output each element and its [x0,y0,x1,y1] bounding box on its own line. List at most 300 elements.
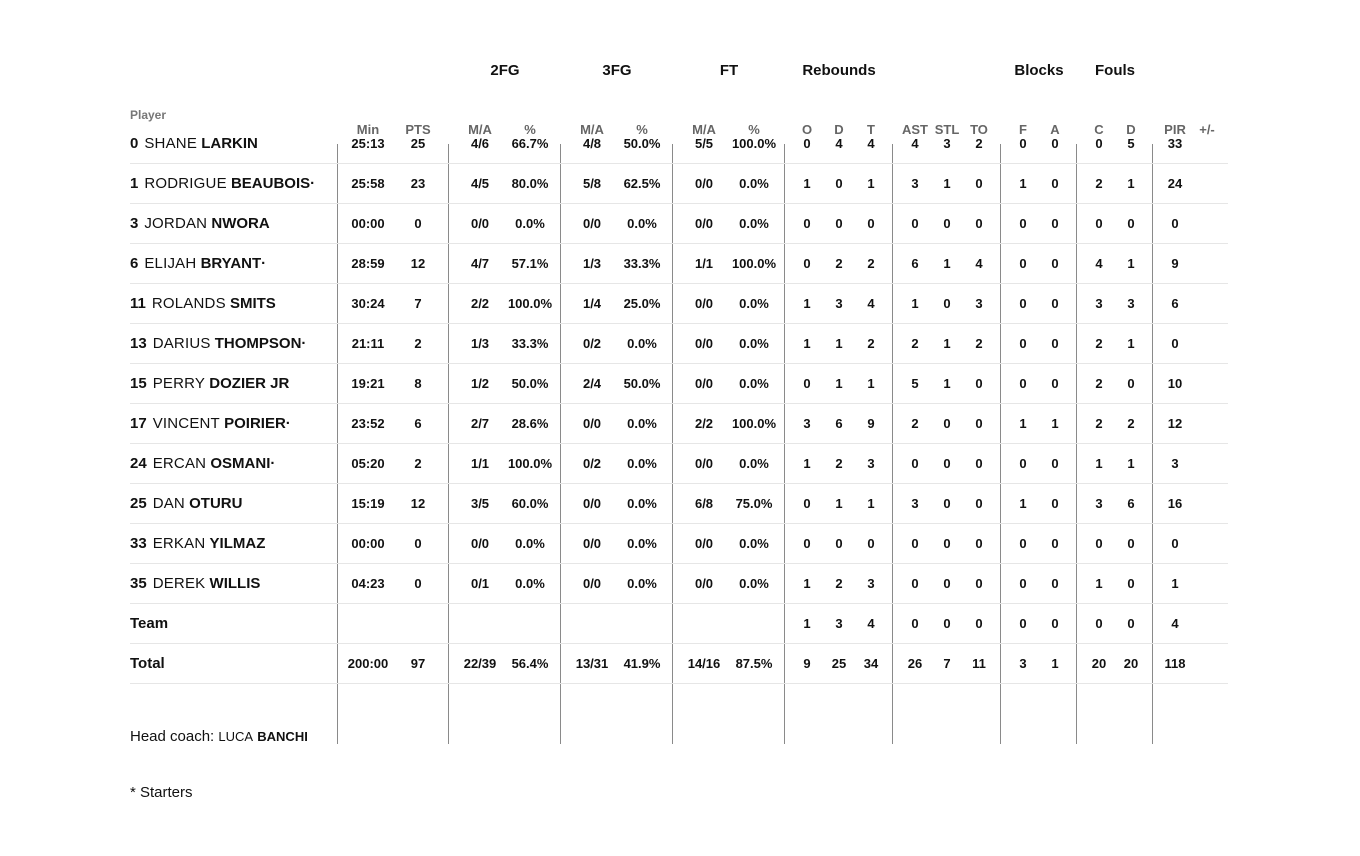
stat-reb-t: 4 [867,136,875,151]
stat-stl: 1 [943,176,951,191]
stat-fg2-pct: 66.7% [511,136,549,151]
stat-pir: 16 [1167,496,1183,511]
stat-fg3-pct: 0.0% [627,456,657,471]
player-name-cell[interactable] [130,215,270,232]
stat-foul-d: 6 [1127,496,1135,511]
stat-reb-d: 3 [835,616,843,631]
column-header-fg3-pct[interactable]: % [636,122,648,137]
column-header-fg3-ma[interactable]: M/A [580,122,604,137]
stat-stl: 3 [943,136,951,151]
player-name-cell[interactable] [130,135,258,152]
stat-fg2-ma: 4/6 [470,136,490,151]
stat-fg2-pct: 0.0% [515,536,545,551]
stat-reb-o: 1 [803,576,811,591]
stat-fg3-pct: 25.0% [623,296,661,311]
stat-fg3-pct: 0.0% [627,416,657,431]
stat-fg2-ma: 3/5 [470,496,490,511]
total-row-label: Total [130,655,165,672]
stat-ft-pct: 0.0% [739,576,769,591]
group-header-fg3: 3FG [602,62,632,79]
stat-pir: 33 [1167,136,1183,151]
player-last-name: WILLIS [209,575,261,592]
stat-reb-o: 0 [803,536,811,551]
stat-fg2-ma: 0/1 [470,576,490,591]
stat-fg2-pct: 0.0% [515,576,545,591]
player-first-name: ERCAN [152,455,207,472]
stat-to: 2 [975,136,983,151]
stat-min: 30:24 [351,296,385,311]
stat-stl: 0 [943,216,951,231]
stat-blk-a: 0 [1051,256,1059,271]
stat-pts: 0 [414,536,422,551]
stat-foul-d: 1 [1127,256,1135,271]
stat-fg2-pct: 56.4% [511,656,549,671]
player-name-cell[interactable] [130,495,242,512]
stat-to: 4 [975,256,983,271]
player-number: 24 [130,455,147,472]
player-first-name: ERKAN [152,535,206,552]
stat-min: 00:00 [351,216,385,231]
stat-blk-f: 1 [1019,496,1027,511]
player-row [130,564,1228,604]
player-first-name: DARIUS [152,335,211,352]
stat-ft-ma: 14/16 [687,656,721,671]
stat-ast: 26 [907,656,923,671]
stat-ft-pct: 0.0% [739,376,769,391]
stat-foul-d: 1 [1127,176,1135,191]
stat-foul-d: 20 [1123,656,1139,671]
stat-foul-c: 2 [1095,416,1103,431]
stat-pts: 0 [414,576,422,591]
stat-to: 0 [975,416,983,431]
stat-ft-ma: 1/1 [694,256,714,271]
stat-ft-pct: 100.0% [731,136,777,151]
stat-reb-o: 1 [803,296,811,311]
player-number: 15 [130,375,147,392]
player-row [130,284,1228,324]
stat-reb-d: 6 [835,416,843,431]
stat-foul-c: 4 [1095,256,1103,271]
stat-fg2-pct: 60.0% [511,496,549,511]
player-number: 11 [130,295,146,312]
stat-blk-a: 0 [1051,376,1059,391]
stat-foul-c: 1 [1095,576,1103,591]
stat-reb-o: 9 [803,656,811,671]
stat-ft-pct: 0.0% [739,456,769,471]
player-column-header: Player [130,108,167,122]
stat-fg2-ma: 0/0 [470,536,490,551]
stat-stl: 7 [943,656,951,671]
column-header-reb-t[interactable]: T [867,122,875,137]
stat-to: 11 [972,656,986,671]
player-number: 6 [130,255,139,272]
stat-foul-d: 0 [1127,216,1135,231]
stat-fg2-pct: 28.6% [511,416,549,431]
stat-blk-a: 0 [1051,536,1059,551]
stat-pts: 2 [414,456,422,471]
stat-to: 2 [975,336,983,351]
stat-min: 04:23 [351,576,385,591]
player-last-name: YILMAZ [209,535,266,552]
player-first-name: VINCENT [152,415,220,432]
stat-stl: 0 [943,496,951,511]
stat-reb-o: 1 [803,176,811,191]
stat-reb-t: 3 [867,576,875,591]
stat-fg2-pct: 57.1% [511,256,549,271]
player-name-cell[interactable] [130,535,265,552]
stat-to: 3 [975,296,983,311]
stat-ft-ma: 5/5 [694,136,714,151]
stat-reb-t: 1 [867,176,875,191]
column-header-reb-d[interactable]: D [834,122,844,137]
stat-min: 05:20 [351,456,385,471]
stat-stl: 0 [943,616,951,631]
stat-fg2-ma: 2/7 [470,416,490,431]
group-header-fg2: 2FG [490,62,520,79]
head-coach-last-name: BANCHI [257,729,308,744]
stat-ast: 5 [911,376,919,391]
player-name-cell[interactable] [130,335,306,352]
player-first-name: DAN [152,495,185,512]
stat-ft-ma: 0/0 [694,296,714,311]
stat-fg3-pct: 0.0% [627,336,657,351]
stat-fg3-ma: 0/2 [582,456,602,471]
stat-foul-c: 0 [1095,536,1103,551]
stat-fg3-ma: 13/31 [575,656,609,671]
stat-fg3-ma: 0/0 [582,416,602,431]
stat-ft-ma: 6/8 [694,496,714,511]
stat-min: 25:58 [351,176,385,191]
column-header-ast[interactable]: AST [902,122,928,137]
stat-to: 0 [975,216,983,231]
stat-reb-d: 0 [835,216,843,231]
stat-ft-pct: 100.0% [731,256,777,271]
stat-fg3-pct: 62.5% [623,176,661,191]
stat-min: 200:00 [347,656,389,671]
player-row [130,124,1228,164]
player-row [130,524,1228,564]
stat-pir: 0 [1171,216,1179,231]
stat-reb-d: 1 [835,336,843,351]
stat-reb-o: 1 [803,336,811,351]
column-header-fg2-ma[interactable]: M/A [468,122,492,137]
stat-fg3-pct: 0.0% [627,496,657,511]
stat-fg3-ma: 5/8 [582,176,602,191]
column-header-plusminus[interactable]: +/- [1199,122,1215,137]
head-coach [130,728,308,745]
column-header-pts[interactable]: PTS [405,122,431,137]
stat-pts: 12 [410,496,426,511]
stat-pts: 0 [414,216,422,231]
stat-blk-f: 0 [1019,336,1027,351]
stat-reb-d: 3 [835,296,843,311]
column-header-stl[interactable]: STL [934,122,960,137]
stat-ft-pct: 0.0% [739,176,769,191]
player-row [130,244,1228,284]
stat-blk-f: 0 [1019,296,1027,311]
stat-blk-f: 0 [1019,256,1027,271]
stat-pir: 9 [1171,256,1179,271]
player-row [130,324,1228,364]
stat-pts: 23 [410,176,426,191]
player-first-name: ROLANDS [151,295,226,312]
stat-fg3-ma: 0/0 [582,496,602,511]
stat-ft-ma: 0/0 [694,576,714,591]
stat-ast: 0 [911,536,919,551]
stat-pir: 3 [1171,456,1179,471]
player-name-cell[interactable] [130,175,315,192]
stat-reb-o: 0 [803,136,811,151]
stat-reb-d: 2 [835,576,843,591]
team-row [130,604,1228,644]
stat-foul-d: 1 [1127,456,1135,471]
column-header-blk-f[interactable]: F [1019,122,1027,137]
stat-ft-pct: 100.0% [731,416,777,431]
column-header-reb-o[interactable]: O [801,122,813,137]
stat-pir: 4 [1171,616,1179,631]
player-name-cell[interactable] [130,255,266,272]
stat-foul-c: 0 [1095,616,1103,631]
stat-pir: 0 [1171,536,1179,551]
stat-reb-t: 0 [867,536,875,551]
stat-to: 0 [975,496,983,511]
stat-ast: 2 [911,336,919,351]
stat-min: 00:00 [351,536,385,551]
stat-ft-ma: 0/0 [694,456,714,471]
stat-min: 25:13 [351,136,385,151]
head-coach-first-name: LUCA [218,729,254,744]
stat-reb-o: 0 [803,376,811,391]
stat-fg3-ma: 1/3 [582,256,602,271]
stat-reb-d: 25 [831,656,847,671]
stat-to: 0 [975,536,983,551]
column-header-ft-ma[interactable]: M/A [692,122,716,137]
stat-foul-d: 3 [1127,296,1135,311]
player-number: 33 [130,535,147,552]
stat-reb-t: 4 [867,296,875,311]
stat-reb-o: 0 [803,496,811,511]
stat-blk-a: 0 [1051,336,1059,351]
player-last-name: POIRIER· [224,415,291,432]
stat-blk-f: 0 [1019,216,1027,231]
player-number: 17 [130,415,147,432]
stat-fg2-pct: 80.0% [511,176,549,191]
stat-ast: 6 [911,256,919,271]
group-header-blocks: Blocks [1014,62,1064,79]
stat-pts: 25 [410,136,426,151]
stat-pts: 12 [410,256,426,271]
column-header-blk-a[interactable]: A [1050,122,1060,137]
column-header-min[interactable]: Min [356,122,380,137]
stat-foul-c: 3 [1095,296,1103,311]
stat-foul-c: 20 [1091,656,1107,671]
stat-reb-t: 0 [867,216,875,231]
stat-blk-f: 0 [1019,536,1027,551]
stat-blk-a: 0 [1051,496,1059,511]
stat-fg3-pct: 0.0% [627,216,657,231]
stat-foul-c: 2 [1095,176,1103,191]
player-name-cell[interactable] [130,455,275,472]
stat-ft-ma: 0/0 [694,536,714,551]
player-rows [130,124,1228,684]
stat-fg3-pct: 50.0% [623,376,661,391]
stat-pts: 8 [414,376,422,391]
player-row [130,444,1228,484]
stat-min: 21:11 [351,336,385,351]
player-last-name: LARKIN [201,135,258,152]
stat-foul-d: 1 [1127,336,1135,351]
stat-reb-t: 9 [867,416,875,431]
player-first-name: SHANE [144,135,198,152]
stat-blk-a: 1 [1051,656,1059,671]
stat-ft-pct: 0.0% [739,336,769,351]
stat-fg3-ma: 0/2 [582,336,602,351]
stat-fg2-pct: 33.3% [511,336,549,351]
stat-blk-a: 0 [1051,176,1059,191]
player-first-name: JORDAN [144,215,208,232]
stat-ft-ma: 0/0 [694,176,714,191]
player-row [130,204,1228,244]
stat-ft-pct: 0.0% [739,296,769,311]
player-number: 0 [130,135,139,152]
stat-to: 0 [975,576,983,591]
stat-fg2-pct: 100.0% [507,296,553,311]
player-first-name: RODRIGUE [144,175,227,192]
stat-reb-o: 1 [803,456,811,471]
stat-reb-d: 1 [835,376,843,391]
stat-stl: 0 [943,296,951,311]
stat-foul-c: 1 [1095,456,1103,471]
stat-ast: 0 [911,576,919,591]
stat-reb-t: 2 [867,256,875,271]
stat-stl: 0 [943,416,951,431]
stat-ast: 0 [911,216,919,231]
player-first-name: ELIJAH [144,255,197,272]
group-header-fouls: Fouls [1095,62,1135,79]
stat-foul-c: 2 [1095,376,1103,391]
stat-foul-d: 5 [1127,136,1135,151]
player-number: 3 [130,215,139,232]
stat-blk-a: 0 [1051,576,1059,591]
stat-fg3-ma: 0/0 [582,576,602,591]
stat-ft-pct: 0.0% [739,216,769,231]
column-header-pir[interactable]: PIR [1164,122,1186,137]
stat-blk-f: 0 [1019,376,1027,391]
stat-pts: 97 [410,656,426,671]
stat-blk-f: 0 [1019,616,1027,631]
stat-fg3-ma: 1/4 [582,296,602,311]
stat-reb-o: 1 [803,616,811,631]
stat-reb-d: 0 [835,176,843,191]
stat-pts: 2 [414,336,422,351]
stat-foul-c: 2 [1095,336,1103,351]
stat-stl: 0 [943,576,951,591]
player-last-name: THOMPSON· [214,335,307,352]
player-last-name: BEAUBOIS· [230,175,316,192]
stat-pir: 12 [1167,416,1183,431]
stat-blk-a: 0 [1051,136,1059,151]
stat-to: 0 [975,616,983,631]
stat-ft-pct: 0.0% [739,536,769,551]
stat-fg2-ma: 22/39 [463,656,497,671]
player-last-name: SMITS [229,295,276,312]
stat-pts: 6 [414,416,422,431]
player-row [130,404,1228,444]
stat-blk-a: 1 [1051,416,1059,431]
player-name-cell[interactable] [130,575,260,592]
stat-foul-d: 2 [1127,416,1135,431]
stat-stl: 1 [943,336,951,351]
player-number: 35 [130,575,147,592]
stat-reb-t: 1 [867,496,875,511]
player-number: 1 [130,175,139,192]
stat-ft-ma: 2/2 [694,416,714,431]
column-header-to[interactable]: TO [970,122,988,137]
stat-ast: 3 [911,496,919,511]
stat-reb-t: 1 [867,376,875,391]
stat-foul-c: 3 [1095,496,1103,511]
stat-ft-ma: 0/0 [694,336,714,351]
stat-blk-f: 0 [1019,576,1027,591]
stat-fg2-pct: 0.0% [515,216,545,231]
stat-fg2-ma: 1/2 [470,376,490,391]
stat-foul-d: 0 [1127,376,1135,391]
player-name-cell[interactable] [130,415,291,432]
stat-to: 0 [975,176,983,191]
stat-fg2-ma: 1/1 [470,456,490,471]
stat-pir: 10 [1167,376,1183,391]
stat-fg3-pct: 0.0% [627,536,657,551]
stat-to: 0 [975,376,983,391]
stat-blk-f: 1 [1019,416,1027,431]
stat-stl: 0 [943,456,951,471]
stat-reb-o: 3 [803,416,811,431]
player-last-name: DOZIER JR [209,375,290,392]
player-row [130,484,1228,524]
stat-fg2-ma: 4/5 [470,176,490,191]
stat-reb-d: 0 [835,536,843,551]
stat-reb-t: 34 [863,656,879,671]
player-name-cell[interactable] [130,295,276,312]
stat-foul-d: 0 [1127,536,1135,551]
stat-fg3-ma: 0/0 [582,536,602,551]
stat-blk-a: 0 [1051,616,1059,631]
team-row-label: Team [130,615,169,632]
player-name-cell[interactable] [130,375,289,392]
stat-foul-d: 0 [1127,576,1135,591]
stat-foul-d: 0 [1127,616,1135,631]
column-header-foul-d[interactable]: D [1126,122,1136,137]
group-header-ft: FT [719,62,739,79]
stat-fg3-pct: 33.3% [623,256,661,271]
stat-pts: 7 [414,296,422,311]
group-header-row [130,60,1228,84]
player-first-name: PERRY [152,375,206,392]
stat-fg2-ma: 0/0 [470,216,490,231]
stat-pir: 24 [1167,176,1183,191]
stat-ast: 4 [911,136,919,151]
stat-fg2-ma: 4/7 [470,256,490,271]
column-header-ft-pct[interactable]: % [748,122,760,137]
player-number: 25 [130,495,147,512]
stat-reb-t: 3 [867,456,875,471]
stat-pir: 118 [1164,656,1186,671]
stat-reb-o: 0 [803,216,811,231]
column-header-fg2-pct[interactable]: % [524,122,536,137]
player-last-name: OTURU [189,495,243,512]
column-header-foul-c[interactable]: C [1094,122,1104,137]
stat-blk-f: 3 [1019,656,1027,671]
